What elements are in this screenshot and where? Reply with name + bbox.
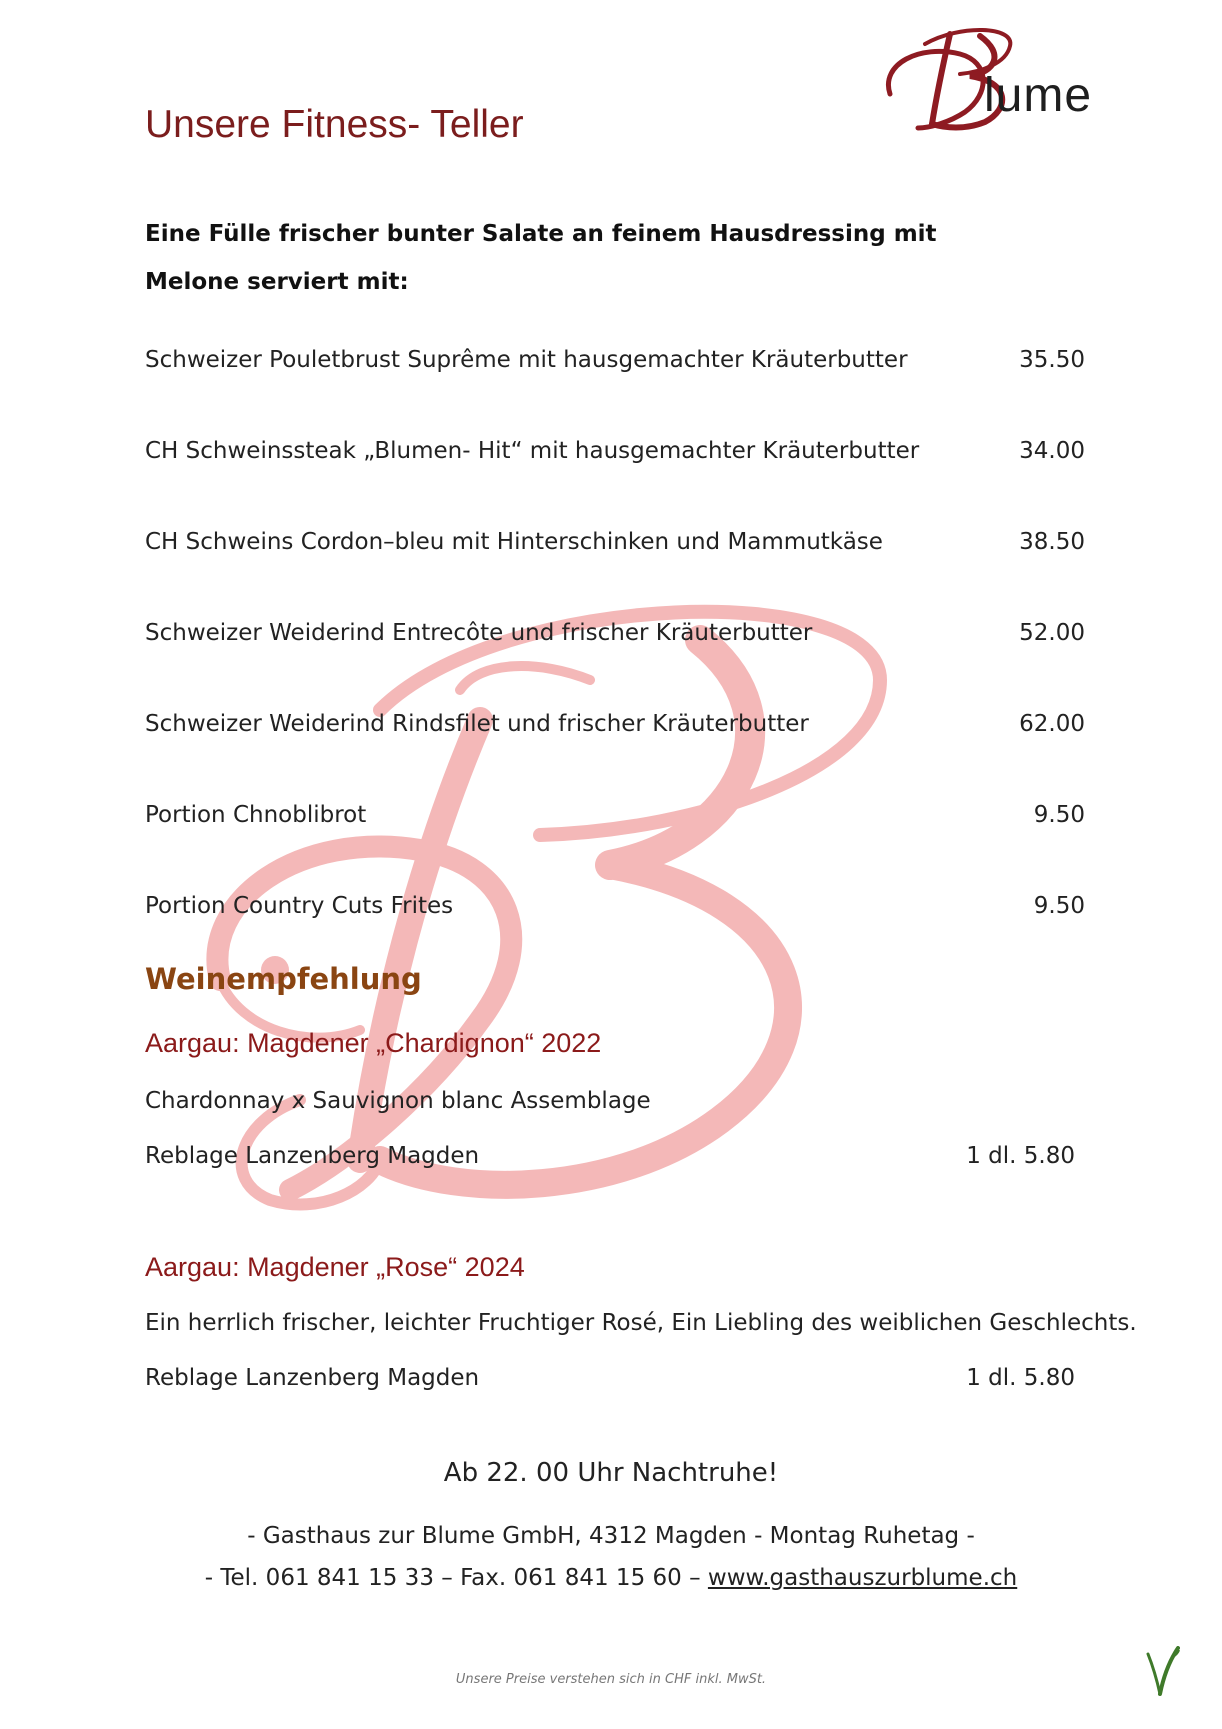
wine-description: Ein herrlich frischer, leichter Fruchtiger Rosé, Ein Liebling des weiblichen Geschlechts. bbox=[145, 1310, 1137, 1336]
dish-name: Portion Chnoblibrot bbox=[145, 802, 367, 828]
website-link[interactable]: www.gasthauszurblume.ch bbox=[707, 1565, 1018, 1591]
dish-price: 35.50 bbox=[1019, 347, 1085, 373]
dish-name: Portion Country Cuts Frites bbox=[145, 893, 454, 919]
footer-phone-fax: - Tel. 061 841 15 33 – Fax. 061 841 15 60 – bbox=[204, 1565, 708, 1591]
wine-price-row bbox=[145, 1365, 1075, 1391]
dish-row bbox=[145, 711, 1085, 745]
dish-name: Schweizer Pouletbrust Suprême mit hausgemachter Kräuterbutter bbox=[145, 347, 908, 373]
dish-name: Schweizer Weiderind Rindsfilet und frischer Kräuterbutter bbox=[145, 711, 809, 737]
wine-heading: Weinempfehlung bbox=[145, 962, 422, 996]
wine-description: Chardonnay x Sauvignon blanc Assemblage bbox=[145, 1088, 651, 1114]
wine-origin: Reblage Lanzenberg Magden bbox=[145, 1365, 480, 1391]
dish-row bbox=[145, 347, 1085, 381]
dish-name: Schweizer Weiderind Entrecôte und frischer Kräuterbutter bbox=[145, 620, 813, 646]
wine-title: Aargau: Magdener „Chardignon“ 2022 bbox=[145, 1028, 602, 1058]
dish-row bbox=[145, 802, 1085, 836]
dish-row bbox=[145, 893, 1085, 927]
quiet-hours-notice: Ab 22. 00 Uhr Nachtruhe! bbox=[443, 1458, 779, 1488]
wine-price: 1 dl. 5.80 bbox=[966, 1143, 1075, 1169]
dish-name: CH Schweins Cordon–bleu mit Hinterschinken und Mammutkäse bbox=[145, 529, 883, 555]
dish-price: 52.00 bbox=[1019, 620, 1085, 646]
dish-name: CH Schweinssteak „Blumen- Hit“ mit hausgemachter Kräuterbutter bbox=[145, 438, 920, 464]
page-title: Unsere Fitness- Teller bbox=[145, 103, 524, 146]
wine-title: Aargau: Magdener „Rose“ 2024 bbox=[145, 1252, 525, 1282]
wine-price: 1 dl. 5.80 bbox=[966, 1365, 1075, 1391]
dish-price: 34.00 bbox=[1019, 438, 1085, 464]
dish-row bbox=[145, 529, 1085, 563]
dish-row bbox=[145, 438, 1085, 472]
logo-text: lume bbox=[984, 69, 1093, 122]
dish-price: 62.00 bbox=[1019, 711, 1085, 737]
dish-row bbox=[145, 620, 1085, 654]
dish-price: 38.50 bbox=[1019, 529, 1085, 555]
leaf-icon bbox=[1146, 1646, 1180, 1696]
footer-contact bbox=[0, 1565, 1222, 1591]
wine-price-row bbox=[145, 1143, 1075, 1169]
dish-price: 9.50 bbox=[1033, 802, 1085, 828]
wine-origin: Reblage Lanzenberg Magden bbox=[145, 1143, 480, 1169]
footer-address: - Gasthaus zur Blume GmbH, 4312 Magden - Montag Ruhetag - bbox=[247, 1523, 975, 1549]
dish-price: 9.50 bbox=[1033, 893, 1085, 919]
intro-text: Eine Fülle frischer bunter Salate an feinem Hausdressing mit Melone serviert mit: bbox=[145, 221, 937, 295]
price-note: Unsere Preise verstehen sich in CHF inkl. MwSt. bbox=[455, 1672, 767, 1687]
